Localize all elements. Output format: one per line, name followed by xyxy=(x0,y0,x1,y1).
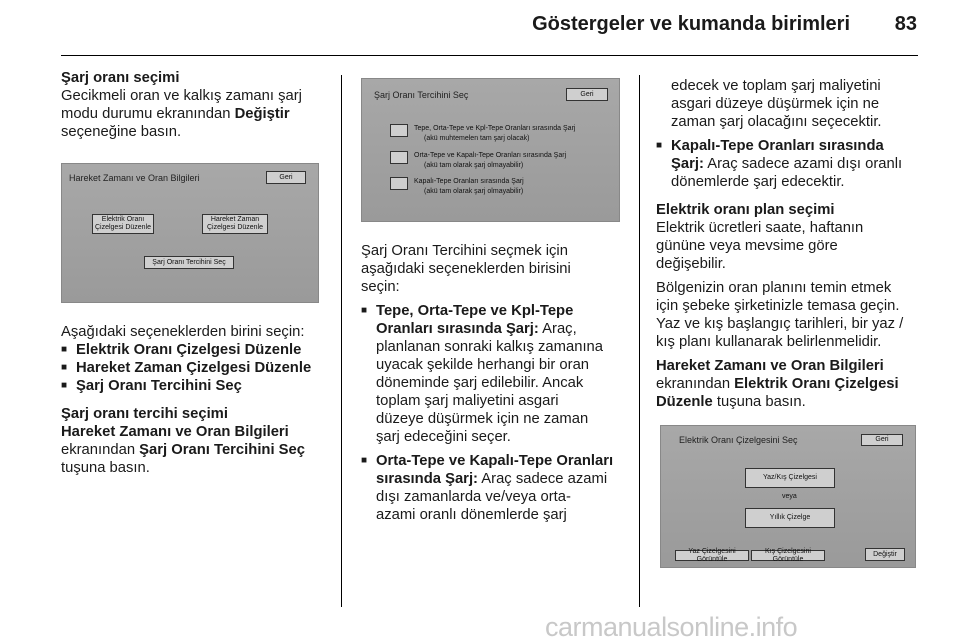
list-item: ■ Hareket Zaman Çizelgesi Düzenle xyxy=(61,359,336,377)
section-heading-charge-pref: Şarj oranı tercihi seçimi xyxy=(61,406,228,422)
screenshot-rate-schedule xyxy=(660,425,916,568)
text-line: Gecikmeli oran ve kalkış zamanı şarj xyxy=(61,88,302,104)
screen-name: Hareket Zamanı ve Oran Bilgileri xyxy=(656,358,884,374)
view-summer-schedule-button: Yaz Çizelgesini Görüntüle xyxy=(675,550,749,561)
option-label: Kapalı-Tepe Oranları sırasında Şarj (akü tam olarak şarj olmayabilir) xyxy=(414,178,524,195)
list-item: ■ Şarj Oranı Tercihini Seç xyxy=(61,377,336,395)
bold-term: Elektrik Oranı Çizelgesi xyxy=(734,376,899,392)
bold-term: Düzenle xyxy=(656,394,713,410)
edit-departure-schedule-button: Hareket Zaman Çizelgesi Düzenle xyxy=(202,214,268,234)
option-label: Tepe, Orta-Tepe ve Kpl-Tepe Oranları sırasında Şarj (akü muhtemelen tam şarj olacak) xyxy=(414,125,576,142)
edit-rate-schedule-button: Elektrik Oranı Çizelgesi Düzenle xyxy=(92,214,154,234)
column-1-top xyxy=(61,69,331,141)
section-heading-rate-plan: Elektrik oranı plan seçimi xyxy=(656,202,835,218)
bold-term: Şarj Oranı Tercihini Seç xyxy=(139,442,306,458)
text-line: gününe veya mevsime göre xyxy=(656,238,838,254)
text-line: asgari düzeye düşürmek için ne xyxy=(671,96,880,112)
text-line: seçeneğine basın. xyxy=(61,124,182,140)
screen-title: Elektrik Oranı Çizelgesini Seç xyxy=(679,435,798,445)
summer-winter-schedule-button: Yaz/Kış Çizelgesi xyxy=(745,468,835,488)
text-line: modu durumu ekranından Değiştir xyxy=(61,106,290,122)
header-rule xyxy=(61,55,918,56)
change-button: Değiştir xyxy=(865,548,905,561)
list-item: ■ Elektrik Oranı Çizelgesi Düzenle xyxy=(61,341,336,359)
or-label: veya xyxy=(782,493,797,500)
screenshot-rate-info xyxy=(61,163,319,303)
text-line: zaman şarj olacağını seçecektir. xyxy=(671,114,882,130)
list-item: ■ Orta-Tepe ve Kapalı-Tepe Oranları sırasında Şarj: Araç sadece azami dışı zamanlarda ve/veya orta- azami oranlı dönemlerde şarj xyxy=(361,452,631,524)
option-checkbox xyxy=(390,177,408,190)
text-line: ekranından Şarj Oranı Tercihini Seç xyxy=(61,442,306,458)
list-item: ■ Kapalı-Tepe Oranları sırasında Şarj: Araç sadece azami dışı oranlı dönemlerde şarj edecektir. xyxy=(656,137,926,191)
watermark: carmanualsonline.info xyxy=(545,612,798,642)
back-button: Geri xyxy=(566,88,608,101)
text-line: için şebeke şirketinizle temasa geçin. xyxy=(656,298,900,314)
text-line: Düzenle tuşuna basın. xyxy=(656,394,806,410)
screen-title: Şarj Oranı Tercihini Seç xyxy=(374,90,469,100)
column-divider-1 xyxy=(341,75,342,607)
text-line: kış planı kullanarak belirlenmelidir. xyxy=(656,334,882,350)
bold-term: Değiştir xyxy=(234,106,290,122)
back-button: Geri xyxy=(861,434,903,446)
text-line: Yaz ve kış başlangıç tarihleri, bir yaz / xyxy=(656,316,904,332)
view-winter-schedule-button: Kış Çizelgesini Görüntüle xyxy=(751,550,825,561)
section-heading-rate-select: Şarj oranı seçimi xyxy=(61,70,180,86)
annual-schedule-button: Yıllık Çizelge xyxy=(745,508,835,528)
option-checkbox xyxy=(390,124,408,137)
text-line: Şarj Oranı Tercihini seçmek için xyxy=(361,243,568,259)
screen-title: Hareket Zamanı ve Oran Bilgileri xyxy=(69,173,200,183)
text-line: edecek ve toplam şarj maliyetini xyxy=(671,78,881,94)
text-line: aşağıdaki seçeneklerden birisini xyxy=(361,261,571,277)
page-number: 83 xyxy=(894,13,917,35)
text-line: ekranından Elektrik Oranı Çizelgesi xyxy=(656,376,899,392)
column-divider-2 xyxy=(639,75,640,607)
option-checkbox xyxy=(390,151,408,164)
column-2 xyxy=(361,242,631,524)
column-1-bottom xyxy=(61,323,336,477)
text-line: seçin: xyxy=(361,279,400,295)
text-line: tuşuna basın. xyxy=(61,460,150,476)
screenshot-charge-pref xyxy=(361,78,620,222)
page-header-title: Göstergeler ve kumanda birimleri xyxy=(532,13,850,35)
text-line: Elektrik ücretleri saate, haftanın xyxy=(656,220,864,236)
back-button: Geri xyxy=(266,171,306,184)
screen-name: Hareket Zamanı ve Oran Bilgileri xyxy=(61,424,289,440)
text-line: Aşağıdaki seçeneklerden birini seçin: xyxy=(61,324,305,340)
select-charge-pref-button: Şarj Oranı Tercihini Seç xyxy=(144,256,234,269)
column-3 xyxy=(656,77,926,411)
option-label: Orta-Tepe ve Kapalı-Tepe Oranları sırasında Şarj (akü tam olarak şarj olmayabilir) xyxy=(414,152,567,169)
text-line: Bölgenizin oran planını temin etmek xyxy=(656,280,892,296)
list-item: ■ Tepe, Orta-Tepe ve Kpl-Tepe Oranları sırasında Şarj: Araç, planlanan sonraki kalkış zamanına uyacak şekilde herhangi bir oran döneminde şarj edilebilir. Ancak toplam şarj maliyetini asgari düzeye düşürmek için ne zaman şarj edeceğini seçer. xyxy=(361,302,631,446)
text-line: değişebilir. xyxy=(656,256,726,272)
